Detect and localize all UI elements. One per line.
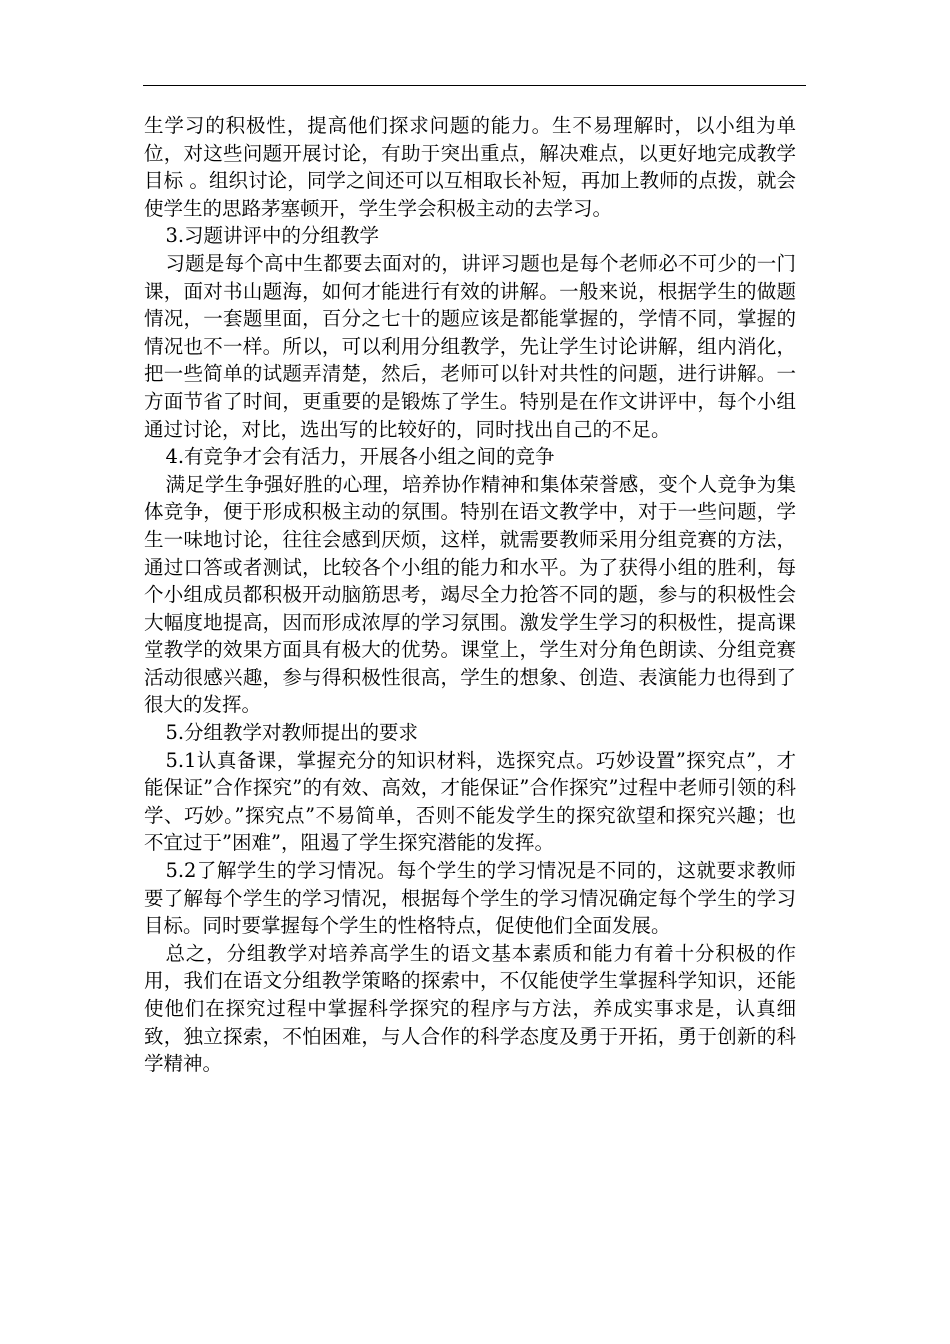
section-heading-5: 5.分组教学对教师提出的要求 (165, 721, 419, 745)
paragraph-5-2: 5.2了解学生的学习情况。每个学生的学习情况是不同的，这就要求教师要了解每个学生的学习情况，根据每个学生的学习情况确定每个学生的学习目标。同时要掌握每个学生的性格特点，促使他们全面发展。 (144, 859, 796, 938)
paragraph-exercise-review: 习题是每个高中生都要去面对的，讲评习题也是每个老师必不可少的一门课，面对书山题海，如何才能进行有效的讲解。一般来说，根据学生的做题情况，一套题里面，百分之七十的题应该是都能掌握的，学情不同，掌握的情况也不一样。所以，可以利用分组教学，先让学生讨论讲解，组内消化，把一些简单的试题弄清楚，然后，老师可以针对共性的问题，进行讲解。一方面节省了时间，更重要的是锻炼了学生。特别是在作文讲评中，每个小组通过讨论，对比，选出写的比较好的，同时找出自己的不足。 (144, 251, 796, 441)
header-rule (143, 85, 806, 86)
paragraph-conclusion: 总之，分组教学对培养高学生的语文基本素质和能力有着十分积极的作用，我们在语文分组教学策略的探索中，不仅能使学生掌握科学知识，还能使他们在探究过程中掌握科学探究的程序与方法，养成实事求是，认真细致，独立探索，不怕困难，与人合作的科学态度及勇于开拓，勇于创新的科学精神。 (144, 941, 796, 1076)
document-body (144, 112, 796, 1078)
paragraph-continuation: 生学习的积极性，提高他们探求问题的能力。生不易理解时，以小组为单位，对这些问题开展讨论，有助于突出重点，解决难点，以更好地完成教学目标 。组织讨论，同学之间还可以互相取长补短，再加上教师的点拨，就会使学生的思路茅塞顿开，学生学会积极主动的去学习。 (144, 114, 796, 220)
section-heading-3: 3.习题讲评中的分组教学 (165, 224, 380, 248)
paragraph-group-competition: 满足学生争强好胜的心理，培养协作精神和集体荣誉感，变个人竞争为集体竞争，便于形成积极主动的氛围。特别在语文教学中，对于一些问题，学生一味地讨论，往往会感到厌烦，这样，就需要教师采用分组竞赛的方法，通过口答或者测试，比较各个小组的能力和水平。为了获得小组的胜利，每个小组成员都积极开动脑筋思考，竭尽全力抢答不同的题，参与的积极性会大幅度地提高，因而形成浓厚的学习氛围。激发学生学习的积极性，提高课堂教学的效果方面具有极大的优势。课堂上，学生对分角色朗读、分组竞赛活动很感兴趣，参与得积极性很高，学生的想象、创造、表演能力也得到了很大的发挥。 (144, 472, 796, 717)
section-heading-4: 4.有竞争才会有活力，开展各小组之间的竞争 (165, 445, 555, 469)
paragraph-5-1: 5.1认真备课，掌握充分的知识材料，选探究点。巧妙设置”探究点”，才能保证”合作探究”的有效、高效，才能保证”合作探究”过程中老师引领的科学、巧妙。”探究点”不易简单，否则不能发学生的探究欲望和探究兴趣；也不宜过于”困难”，阻遏了学生探究潜能的发挥。 (144, 748, 796, 855)
